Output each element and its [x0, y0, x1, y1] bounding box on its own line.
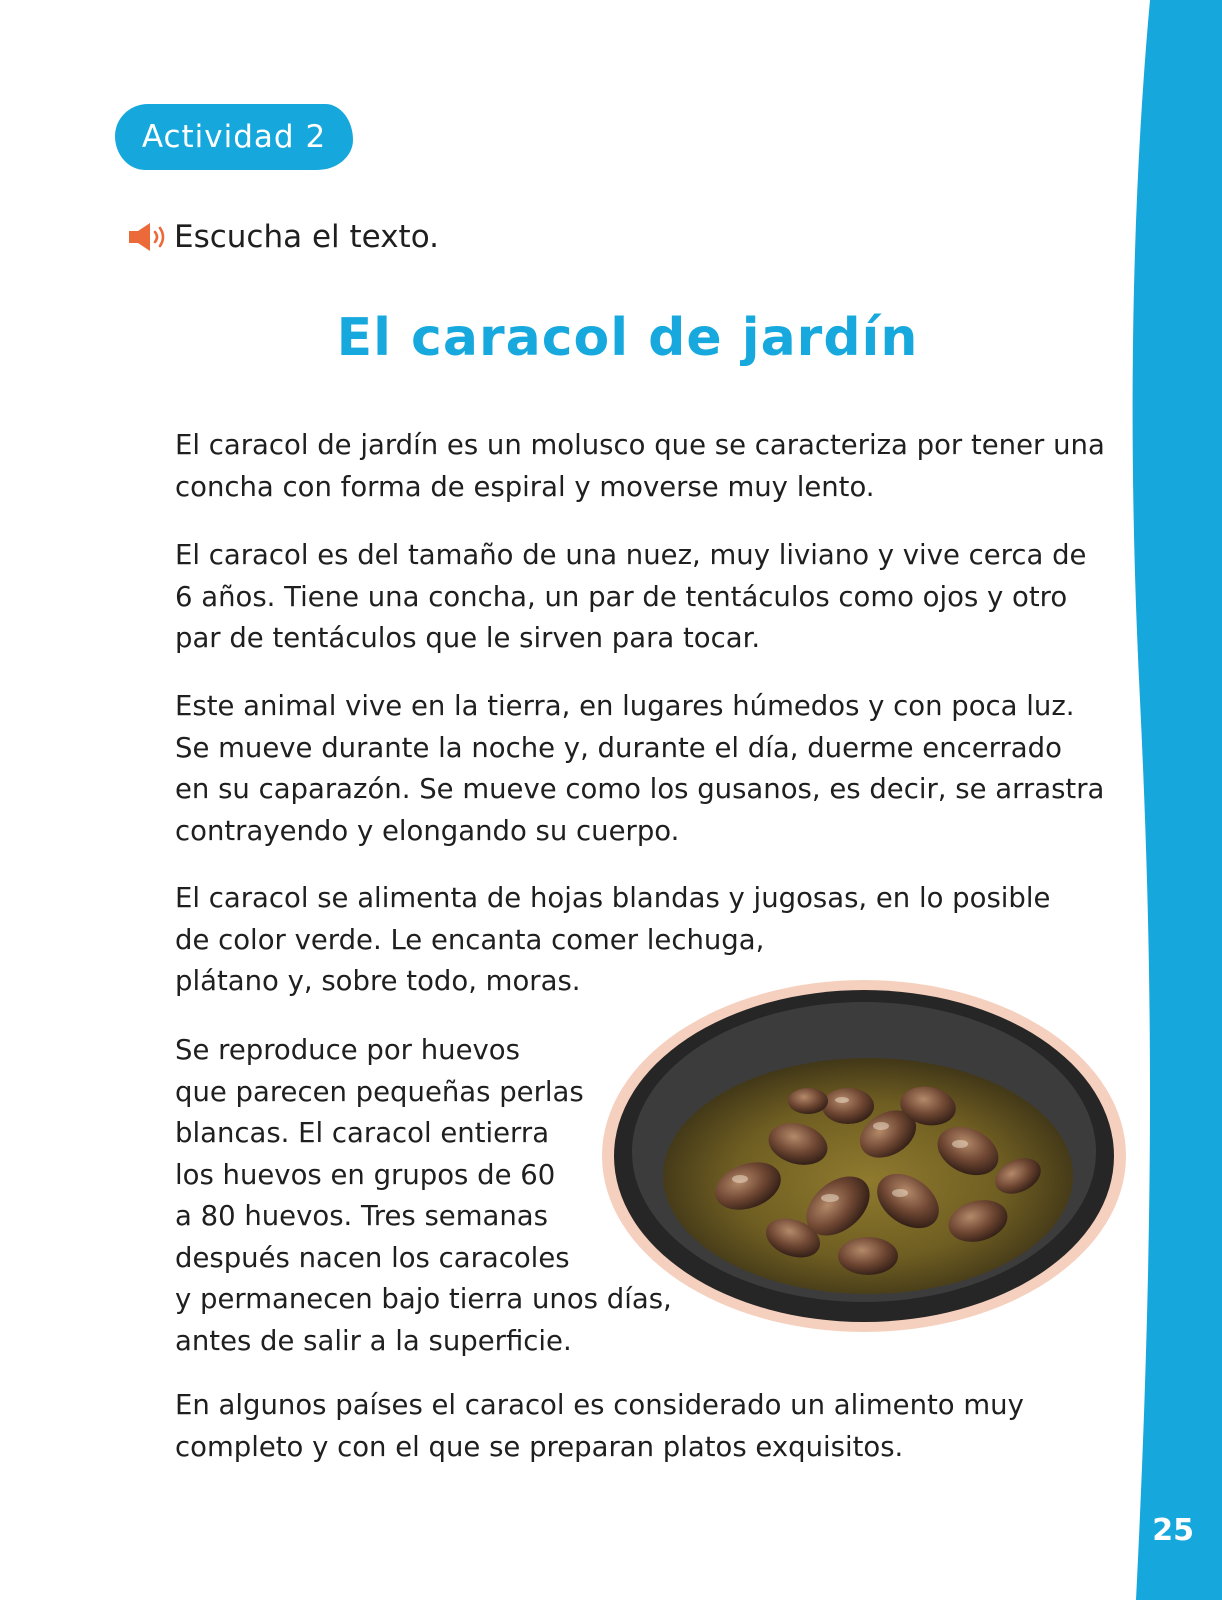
paragraph-food	[175, 1385, 1024, 1468]
text-line: en su caparazón. Se mueve como los gusanos, es decir, se arrastra	[175, 773, 1105, 805]
text-line: Se mueve durante la noche y, durante el día, duerme encerrado	[175, 731, 1062, 764]
snail-dish-photo	[598, 976, 1130, 1336]
text-line: El caracol se alimenta de hojas blandas y jugosas, en lo posible	[175, 882, 1051, 914]
text-line: 6 años. Tiene una concha, un par de tentáculos como ojos y otro	[175, 580, 1068, 613]
text-line: los huevos en grupos de 60	[175, 1158, 556, 1191]
activity-badge	[115, 104, 353, 170]
text-line: El caracol de jardín es un molusco que se caracteriza por tener una	[175, 429, 1105, 461]
text-line: completo y con el que se preparan platos exquisitos.	[175, 1430, 904, 1463]
paragraph-size	[175, 535, 1086, 660]
text-line: concha con forma de espiral y moverse muy lento.	[175, 470, 875, 503]
page-number: 25	[1152, 1513, 1194, 1548]
activity-label: Actividad 2	[141, 119, 327, 155]
text-line: En algunos países el caracol es considerado un alimento muy	[175, 1389, 1024, 1421]
text-line: par de tentáculos que le sirven para tocar.	[175, 622, 761, 654]
speaker-icon[interactable]	[128, 220, 168, 254]
page-title: El caracol de jardín	[336, 308, 919, 368]
text-line: El caracol es del tamaño de una nuez, muy liviano y vive cerca de	[175, 539, 1087, 571]
paragraph-reproduction	[175, 1030, 672, 1362]
paragraph-habitat	[175, 686, 1104, 852]
text-line: contrayendo y elongando su cuerpo.	[175, 814, 680, 847]
text-line: después nacen los caracoles	[175, 1241, 570, 1274]
listen-instruction	[128, 212, 439, 262]
text-line: que parecen pequeñas perlas	[175, 1075, 584, 1108]
text-line: blancas. El caracol entierra	[175, 1117, 550, 1149]
text-line: plátano y, sobre todo, moras.	[175, 965, 581, 997]
text-line: Este animal vive en la tierra, en lugares húmedos y con poca luz.	[175, 690, 1075, 722]
text-line: de color verde. Le encanta comer lechuga,	[175, 923, 765, 956]
side-color-band	[1122, 0, 1222, 1600]
text-line: Se reproduce por huevos	[175, 1034, 520, 1066]
text-line: y permanecen bajo tierra unos días,	[175, 1283, 672, 1315]
paragraph-intro	[175, 425, 1105, 508]
text-line: antes de salir a la superficie.	[175, 1324, 572, 1357]
listen-text: Escucha el texto.	[174, 219, 439, 255]
text-line: a 80 huevos. Tres semanas	[175, 1200, 548, 1232]
